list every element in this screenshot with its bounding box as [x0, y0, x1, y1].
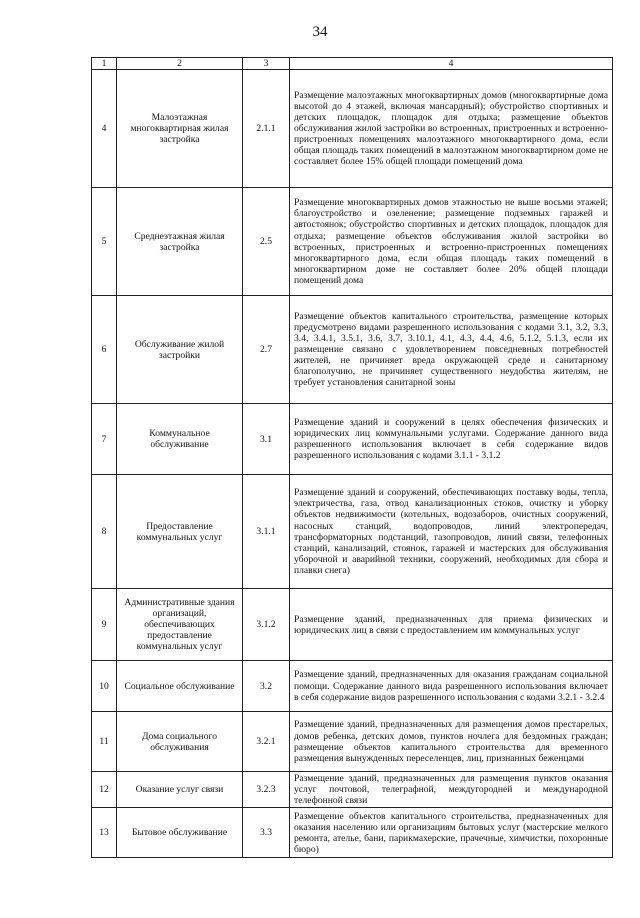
table-row: [92, 712, 613, 772]
land-use-code: 3.3: [243, 808, 290, 858]
row-number: 9: [92, 589, 117, 661]
land-use-code: 3.2: [243, 661, 290, 712]
table-row: [92, 70, 613, 188]
table-row: [92, 404, 613, 475]
land-use-code: 2.5: [243, 188, 290, 296]
land-use-description: Размещение зданий и сооружений, обеспечивающих поставку воды, тепла, электричества, газа, отвод канализационных стоков, очистку и уборку объектов недвижимости (котельных, водозаборов, очистных сооружений, насосных станций, водопроводов, линий электропередач, трансформаторных подстанций, газопроводов, линий связи, телефонных станций, канализаций, стоянок, гаражей и мастерских для обслуживания уборочной и аварийной техники, сооружений, необходимых для сбора и плавки снега): [290, 475, 613, 589]
row-number: 10: [92, 661, 117, 712]
table-row: [92, 188, 613, 296]
land-use-code: 3.1.2: [243, 589, 290, 661]
land-use-description: Размещение зданий, предназначенных для приема физических и юридических лиц в связи с предоставлением им коммунальных услуг: [290, 589, 613, 661]
land-use-table: [91, 57, 613, 858]
land-use-code: 3.2.1: [243, 712, 290, 772]
land-use-code: 2.7: [243, 296, 290, 404]
table-row: [92, 589, 613, 661]
land-use-name: Социальное обслуживание: [117, 661, 243, 712]
column-header-name: 2: [117, 58, 243, 70]
land-use-description: Размещение объектов капитального строительства, предназначенных для оказания населению или организациям бытовых услуг (мастерские мелкого ремонта, ателье, бани, парикмахерские, прачечные, химчистки, похоронные бюро): [290, 808, 613, 858]
land-use-code: 3.1.1: [243, 475, 290, 589]
land-use-description: Размещение малоэтажных многоквартирных домов (многоквартирные дома высотой до 4 этажей, включая мансардный); обустройство спортивных и детских площадок, площадок для отдыха; размещение объектов обслуживания жилой застройки во встроенных, пристроенных и встроенно-пристроенных помещениях малоэтажного многоквартирного дома, если общая площадь таких помещений в малоэтажном многоквартирном доме не составляет более 15% общей площади помещений дома: [290, 70, 613, 188]
land-use-name: Бытовое обслуживание: [117, 808, 243, 858]
column-header-description: 4: [290, 58, 613, 70]
land-use-name: Коммунальное обслуживание: [117, 404, 243, 475]
land-use-name: Предоставление коммунальных услуг: [117, 475, 243, 589]
land-use-description: Размещение многоквартирных домов этажностью не выше восьми этажей; благоустройство и озеленение; размещение подземных гаражей и автостоянок; обустройство спортивных и детских площадок, площадок для отдыха; размещение объектов обслуживания жилой застройки во встроенных, пристроенных и встроенно-пристроенных помещениях многоквартирного дома, если общая площадь таких помещений в многоквартирном доме не составляет более 20% общей площади помещений дома: [290, 188, 613, 296]
land-use-name: Оказание услуг связи: [117, 772, 243, 808]
page-number: 34: [312, 24, 328, 40]
table-row: [92, 772, 613, 808]
land-use-name: Среднеэтажная жилая застройка: [117, 188, 243, 296]
land-use-description: Размещение зданий и сооружений в целях обеспечения физических и юридических лиц коммунальными услугами. Содержание данного вида разрешенного использования включает в себя содержание видов разрешенного использования с кодами 3.1.1 - 3.1.2: [290, 404, 613, 475]
land-use-name: Административные здания организаций, обеспечивающих предоставление коммунальных услуг: [117, 589, 243, 661]
table-row: [92, 661, 613, 712]
land-use-code: 2.1.1: [243, 70, 290, 188]
row-number: 6: [92, 296, 117, 404]
land-use-name: Обслуживание жилой застройки: [117, 296, 243, 404]
row-number: 7: [92, 404, 117, 475]
column-header-number: 1: [92, 58, 117, 70]
land-use-description: Размещение зданий, предназначенных для размещения пунктов оказания услуг почтовой, телеграфной, междугородней и международной телефонной связи: [290, 772, 613, 808]
row-number: 11: [92, 712, 117, 772]
land-use-description: Размещение объектов капитального строительства, размещение которых предусмотрено видами разрешенного использования с кодами 3.1, 3.2, 3.3, 3.4, 3.4.1, 3.5.1, 3.6, 3.7, 3.10.1, 4.1, 4.3, 4.4, 4.6, 5.1.2, 5.1.3, если их размещение связано с удовлетворением повседневных потребностей жителей, не причиняет вреда окружающей среде и санитарному благополучию, не причиняет существенного неудобства жителям, не требует установления санитарной зоны: [290, 296, 613, 404]
land-use-code: 3.2.3: [243, 772, 290, 808]
row-number: 4: [92, 70, 117, 188]
table-row: [92, 296, 613, 404]
table-row: [92, 475, 613, 589]
land-use-name: Малоэтажная многоквартирная жилая застройка: [117, 70, 243, 188]
land-use-code: 3.1: [243, 404, 290, 475]
table-header-row: [92, 58, 613, 70]
row-number: 8: [92, 475, 117, 589]
table-row: [92, 808, 613, 858]
land-use-description: Размещение зданий, предназначенных для оказания гражданам социальной помощи. Содержание данного вида разрешенного использования включает в себя содержание видов разрешенного использования с кодами 3.2.1 - 3.2.4: [290, 661, 613, 712]
row-number: 13: [92, 808, 117, 858]
land-use-description: Размещение зданий, предназначенных для размещения домов престарелых, домов ребенка, детских домов, пунктов ночлега для бездомных граждан; размещение объектов капитального строительства для временного размещения вынужденных переселенцев, лиц, признанных беженцами: [290, 712, 613, 772]
land-use-name: Дома социального обслуживания: [117, 712, 243, 772]
row-number: 12: [92, 772, 117, 808]
column-header-code: 3: [243, 58, 290, 70]
row-number: 5: [92, 188, 117, 296]
